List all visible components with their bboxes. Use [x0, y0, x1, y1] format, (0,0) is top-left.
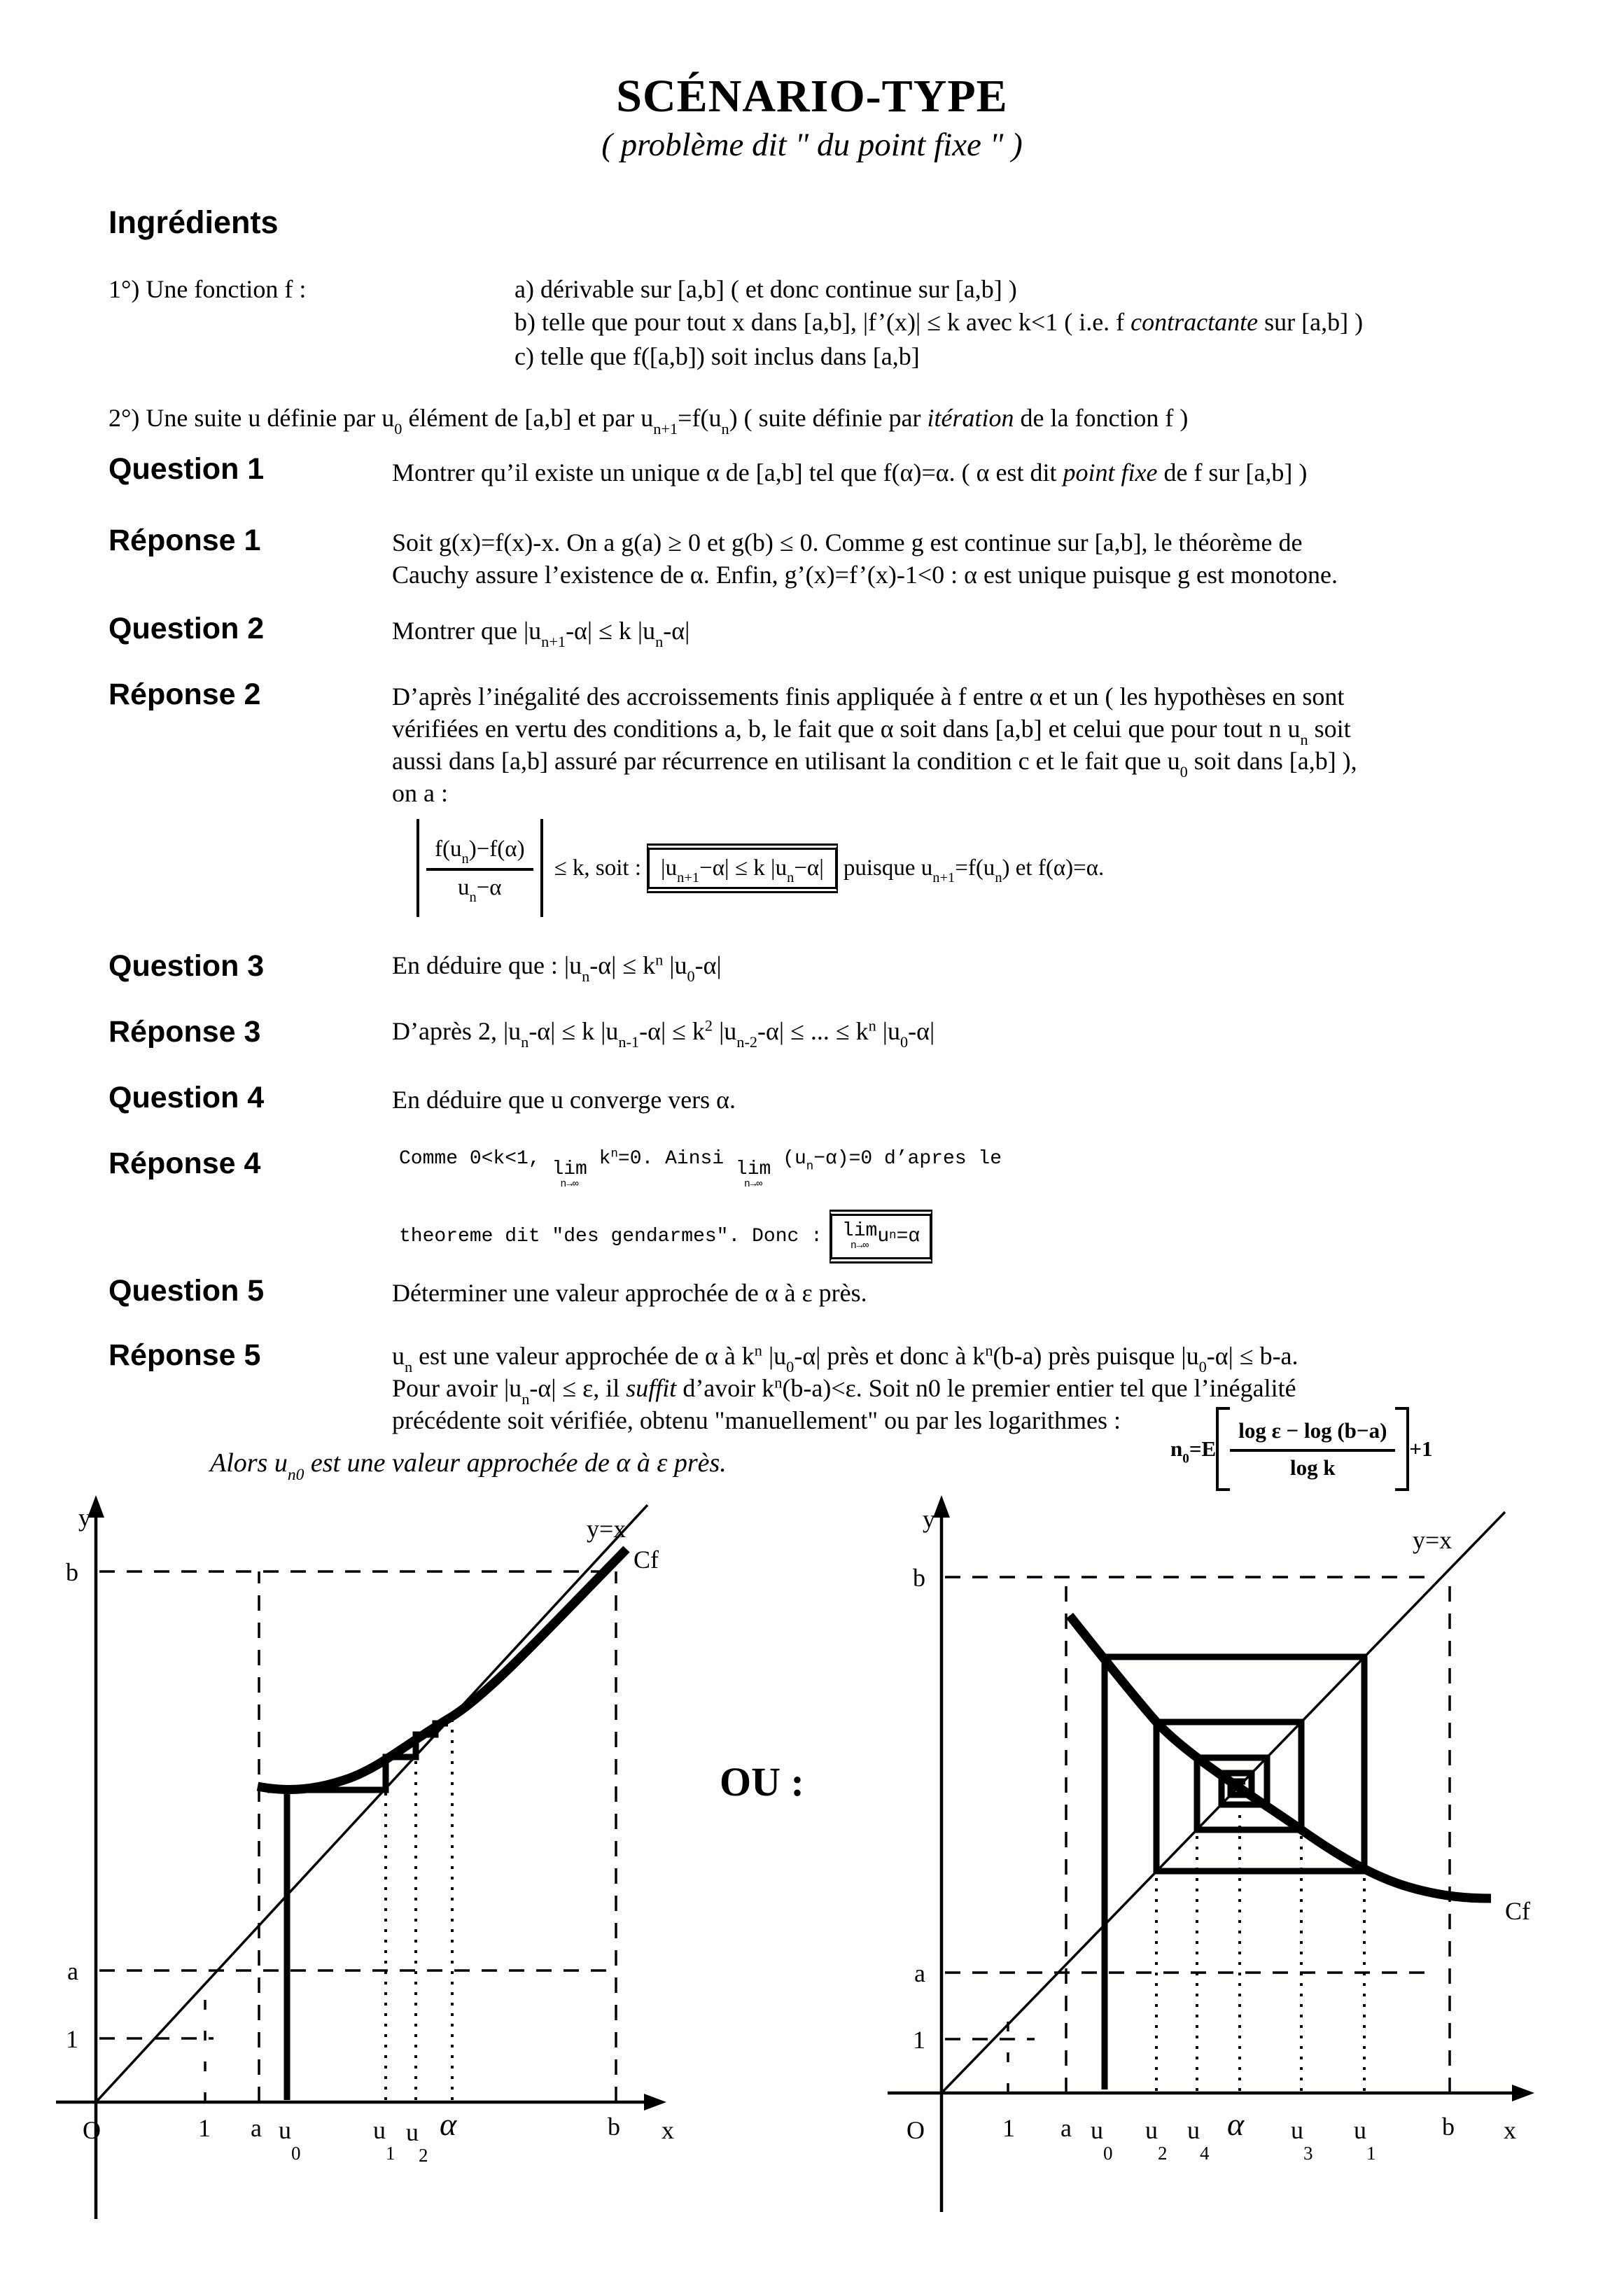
- question2-label: Question 2: [108, 612, 265, 645]
- right-graph: [888, 1495, 1534, 2212]
- reponse5-line3: précédente soit vérifiée, obtenu "manuellement" ou par les logarithmes :: [392, 1406, 1121, 1434]
- right-u2-tick: $u_2$: [1145, 2116, 1168, 2164]
- left-u0-tick: $u_0$: [279, 2116, 301, 2164]
- left-b-tick: b: [66, 1558, 78, 1586]
- right-u1-tick: $u_1$: [1354, 2116, 1376, 2164]
- right-xlabel: x: [1504, 2116, 1516, 2144]
- left-origin: O: [83, 2116, 101, 2144]
- reponse2-line4: on a :: [392, 779, 448, 807]
- left-u1-tick: $u_1$: [373, 2116, 396, 2164]
- left-yx-label: y=x: [587, 1515, 626, 1543]
- left-xlabel: x: [662, 2116, 674, 2144]
- reponse2-line1: D’après l’inégalité des accroissements finis appliquée à f entre α et un ( les hypothèses en sont: [392, 682, 1345, 710]
- right-a-tick: a: [914, 1959, 925, 1987]
- page-title: SCÉNARIO-TYPE: [616, 71, 1008, 122]
- ingredients-heading: Ingrédients: [108, 204, 279, 240]
- left-xa-tick: a: [251, 2114, 262, 2142]
- n0-lhs: $n_0=E$: [1170, 1436, 1217, 1466]
- left-alpha-tick: α: [440, 2106, 457, 2142]
- left-x-arrow: [644, 2094, 666, 2110]
- left-curve: [258, 1549, 626, 1789]
- left-1-tick: 1: [66, 2025, 78, 2053]
- left-xb-tick: b: [608, 2113, 620, 2141]
- reponse5-label: Réponse 5: [108, 1338, 261, 1372]
- left-cf-label: Cf: [634, 1546, 659, 1574]
- reponse1-line1: Soit g(x)=f(x)-x. On a g(a) ≥ 0 et g(b) ≤ 0. Comme g est continue sur [a,b], le théorème de: [392, 528, 1303, 556]
- reponse2-label: Réponse 2: [108, 678, 261, 711]
- frac-denominator: $u_n-\alpha$: [457, 875, 502, 906]
- item1-c: c) telle que f([a,b]) soit inclus dans [a,b]: [514, 342, 920, 370]
- boxed-limit: lim n→∞ u n =α: [830, 1210, 932, 1264]
- right-cf-label: Cf: [1505, 1897, 1530, 1925]
- n0-denominator: log k: [1289, 1455, 1336, 1480]
- right-u4-tick: $u_4$: [1187, 2116, 1210, 2164]
- item1-label: 1°) Une fonction f :: [108, 275, 307, 303]
- reponse1-line2: Cauchy assure l’existence de α. Enfin, g’(x)=f’(x)-1<0 : α est unique puisque g est monotone.: [392, 561, 1338, 589]
- right-y-arrow: [933, 1495, 950, 1518]
- reponse4-label: Réponse 4: [108, 1147, 261, 1180]
- left-u2-tick: $u_2$: [406, 2118, 428, 2166]
- right-yx-label: y=x: [1413, 1526, 1452, 1554]
- right-1-tick: 1: [913, 2026, 925, 2054]
- right-ylabel: y: [923, 1505, 935, 1533]
- n0-plus-one: +1: [1409, 1436, 1433, 1461]
- n0-numerator: log ε − log (b−a): [1230, 1416, 1395, 1452]
- question4-label: Question 4: [108, 1081, 265, 1114]
- left-graph: [56, 1495, 674, 2219]
- right-u0-tick: $u_0$: [1091, 2116, 1113, 2164]
- left-diagonal: [96, 1505, 648, 2102]
- question2-text: Montrer que $|u_{n+1}-\alpha| \le k$ $|u_n-\alpha|$: [392, 617, 690, 651]
- question3-label: Question 3: [108, 949, 265, 983]
- right-x-arrow: [1512, 2085, 1534, 2101]
- right-xb-tick: b: [1442, 2113, 1455, 2141]
- question3-text: En déduire que : $|u_n-\alpha| \le k^n$ $|u_0-\alpha|$: [392, 951, 722, 986]
- question1-label: Question 1: [108, 452, 265, 486]
- question5-label: Question 5: [108, 1274, 265, 1308]
- reponse1-label: Réponse 1: [108, 524, 261, 557]
- right-origin: O: [906, 2116, 925, 2144]
- item1-b: b) telle que pour tout x dans [a,b], |f’(x)| ≤ k avec k<1 ( i.e. f contractante sur [a,b] ): [514, 308, 1364, 336]
- reponse4-line1: Comme 0<k<1, lim n→∞ $k^n=0$. Ainsi lim n→∞ $(u_n-\alpha)=0$ d’apres le: [399, 1147, 1002, 1191]
- reponse3-text: D’après 2, $|u_n-\alpha| \le k$ $|u_{n-1}-\alpha| \le k^2$ $|u_{n-2}-\alpha|$ ≤ ... ≤ $k^n$ $|u_0-\alpha|$: [392, 1016, 935, 1051]
- reponse4-line2-text: theoreme dit "des gendarmes". Donc :: [399, 1225, 822, 1247]
- question5-text: Déterminer une valeur approchée de α à ε près.: [392, 1279, 867, 1307]
- formula-tail: puisque $u_{n+1}=f(u_n)$ et f(α)=α.: [843, 855, 1105, 886]
- right-cobweb: [1105, 1657, 1364, 2090]
- reponse2-line3: aussi dans [a,b] assuré par récurrence en utilisant la condition c et le fait que $u_0$ soit dans [a,b] ),: [392, 747, 1357, 781]
- right-x1-tick: 1: [1002, 2114, 1015, 2142]
- left-a-tick: a: [67, 1957, 78, 1985]
- item1-a: a) dérivable sur [a,b] ( et donc continue sur [a,b] ): [514, 275, 1017, 303]
- reponse5-line1: $u_n$ est une valeur approchée de α à $k^n$ $|u_0-\alpha|$ près et donc à $k^n(b-a)$ près puisque $|u_0-\alpha| \le b-a$.: [392, 1341, 1298, 1376]
- page-subtitle: ( problème dit " du point fixe " ): [601, 127, 1023, 163]
- or-separator: OU :: [720, 1759, 804, 1805]
- formula-mid: ≤ k, soit :: [554, 855, 642, 881]
- boxed-inequality: $|u_{n+1}-\alpha| \le k$ $|u_n-\alpha|$: [647, 844, 838, 893]
- frac-numerator: $f(u_n)-f(\alpha)$: [426, 834, 533, 871]
- left-ylabel: y: [78, 1504, 91, 1532]
- reponse5-line2: Pour avoir $|u_n-\alpha| \le \varepsilon$, il suffit d’avoir $k^n(b-a)<\varepsilon$. Soit n0 le premier entier tel que l’inégalité: [392, 1373, 1296, 1408]
- right-xa-tick: a: [1060, 2114, 1072, 2142]
- reponse3-label: Réponse 3: [108, 1015, 261, 1049]
- alors-conclusion: Alors $u_{n0}$ est une valeur approchée de α à ε près.: [210, 1448, 727, 1484]
- left-cobweb: [267, 1723, 448, 2100]
- right-u3-tick: $u_3$: [1291, 2116, 1313, 2164]
- item2: 2°) Une suite u définie par $u_0$ élément de [a,b] et par $u_{n+1}=f(u_n)$ ( suite définie par itération de la fonction f ): [108, 404, 1189, 438]
- question4-text: En déduire que u converge vers α.: [392, 1086, 736, 1114]
- left-x1-tick: 1: [198, 2114, 211, 2142]
- right-b-tick: b: [913, 1564, 925, 1592]
- right-alpha-tick: α: [1227, 2106, 1245, 2142]
- reponse2-line2: vérifiées en vertu des conditions a, b, le fait que α soit dans [a,b] et celui que pour tout n $u_n$ soit: [392, 715, 1351, 749]
- question1-text: Montrer qu’il existe un unique α de [a,b] tel que f(α)=α. ( α est dit point fixe de f sur [a,b] ): [392, 458, 1308, 486]
